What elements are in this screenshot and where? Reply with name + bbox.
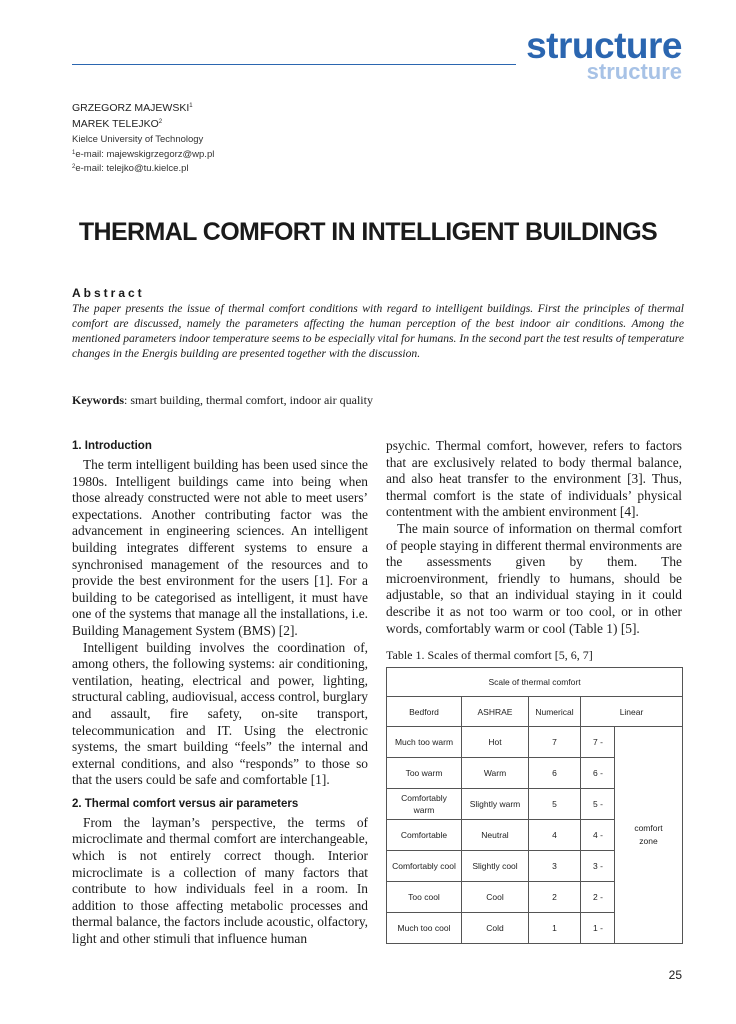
table-cell: 7 xyxy=(529,727,581,758)
paragraph: Intelligent building involves the coordination of, among others, the following systems: air conditioning, ventilation, heating, electrical and power, lighting, structural cabling, audiovisual, access control, burglary and assault, fire safety, on-site transport, telecommunication and IT. Using the electronic systems, the smart building “feels” the internal and external conditions, and also “responds” to those so that the users could be safe and comfortable [1]. xyxy=(72,639,368,788)
left-column xyxy=(72,438,368,948)
table-header-main: Scale of thermal comfort xyxy=(387,668,683,697)
thermal-comfort-table xyxy=(386,667,683,944)
table-cell: Cold xyxy=(462,913,529,944)
table-cell: 4 xyxy=(529,820,581,851)
logo-text: structure xyxy=(526,25,682,66)
right-column xyxy=(386,438,682,637)
comfort-zone-cell xyxy=(615,727,683,944)
page-number: 25 xyxy=(668,968,682,982)
column-header-ashrae: ASHRAE xyxy=(462,697,529,727)
column-header-bedford: Bedford xyxy=(387,697,462,727)
table-cell: 3 xyxy=(529,851,581,882)
column-header-linear: Linear xyxy=(581,697,683,727)
keywords xyxy=(72,393,373,408)
table-cell: Comfortably warm xyxy=(387,789,462,820)
table-cell: 5 xyxy=(529,789,581,820)
table-cell: 2 - xyxy=(581,882,615,913)
table-cell: Too warm xyxy=(387,758,462,789)
table-cell: Cool xyxy=(462,882,529,913)
paragraph: The main source of information on thermal comfort of people staying in different thermal environments are the assessments given by them. The microenvironment, friendly to humans, should be adjustable, so that an individual staying in it could describe it as not too warm or too cool, or in other words, comfortably warm or cool (Table 1) [5]. xyxy=(386,520,682,636)
table-cell: Much too cool xyxy=(387,913,462,944)
journal-logo xyxy=(512,26,682,86)
table-row xyxy=(387,727,683,758)
author-block xyxy=(72,99,214,175)
table-cell: Slightly warm xyxy=(462,789,529,820)
email-1: $^1$e-mail: majewskigrzegorz@wp.pl xyxy=(72,149,215,160)
table-cell: 6 - xyxy=(581,758,615,789)
paragraph: psychic. Thermal comfort, however, refers to factors that are exclusively related to body thermal balance, and also heat transfer to the environment [3]. Thus, thermal comfort is the state of individuals’ physical contentment with the ambient environment [4]. xyxy=(386,438,682,520)
keywords-label: Keywords xyxy=(72,393,124,407)
table-caption: Table 1. Scales of thermal comfort [5, 6, 7] xyxy=(386,648,593,662)
logo-echo-text: structure xyxy=(586,59,682,84)
abstract-heading: Abstract xyxy=(72,286,145,300)
affiliation: Kielce University of Technology xyxy=(72,134,204,145)
comfort-zone-label: comfort zone xyxy=(634,823,663,846)
table-cell: Too cool xyxy=(387,882,462,913)
table-cell: 3 - xyxy=(581,851,615,882)
table-cell: 4 - xyxy=(581,820,615,851)
table-cell: 1 - xyxy=(581,913,615,944)
table-cell: Comfortably cool xyxy=(387,851,462,882)
table-cell: 7 - xyxy=(581,727,615,758)
table-cell: 6 xyxy=(529,758,581,789)
table-cell: Much too warm xyxy=(387,727,462,758)
section-heading-thermal-comfort: 2. Thermal comfort versus air parameters xyxy=(72,797,299,810)
column-header-numerical: Numerical xyxy=(529,697,581,727)
keywords-text: : smart building, thermal comfort, indoor air quality xyxy=(124,393,373,407)
email-2: $^2$e-mail: telejko@tu.kielce.pl xyxy=(72,163,189,174)
paragraph: The term intelligent building has been used since the 1980s. Intelligent buildings came into being when those already constructed were not able to meet users’ expectations. Another contributing factor was the advancement in engineering sciences. An intelligent building integrates different systems to ensure a synchronised management of the resources and to provide the best environment for the users [1]. For a building to be categorised as intelligent, it must have one of the systems that manage all the installations, i.e. Building Management System (BMS) [2]. xyxy=(72,457,368,638)
table-cell: Comfortable xyxy=(387,820,462,851)
author-1: GRZEGORZ MAJEWSKI$^1$ xyxy=(72,102,193,114)
table-cell: 2 xyxy=(529,882,581,913)
table-cell: Neutral xyxy=(462,820,529,851)
paper-title: THERMAL COMFORT IN INTELLIGENT BUILDINGS xyxy=(78,218,658,246)
section-heading-introduction: 1. Introduction xyxy=(72,440,152,452)
author-2: MAREK TELEJKO$^2$ xyxy=(72,118,163,130)
header-rule xyxy=(72,64,516,65)
table-cell: Warm xyxy=(462,758,529,789)
paragraph: From the layman’s perspective, the terms of microclimate and thermal comfort are interchangeable, which is not entirely correct though. Interior microclimate is a collection of many factors that contribute to how individuals feel in a room. In addition to those affecting metabolic processes and thermal balance, the factors include acoustic, olfactory, light and other stimuli that influence human xyxy=(72,814,368,947)
abstract-text: The paper presents the issue of thermal comfort conditions with regard to intelligent buildings. First the principles of thermal comfort are discussed, namely the parameters affecting the human perception of the best indoor air conditions. Among the mentioned parameters indoor temperature seems to be especially vital for humans. In the second part the test results of temperature changes in the Energis building are presented together with the discussion. xyxy=(72,302,684,360)
table-cell: 1 xyxy=(529,913,581,944)
table-cell: 5 - xyxy=(581,789,615,820)
table-cell: Hot xyxy=(462,727,529,758)
table-cell: Slightly cool xyxy=(462,851,529,882)
